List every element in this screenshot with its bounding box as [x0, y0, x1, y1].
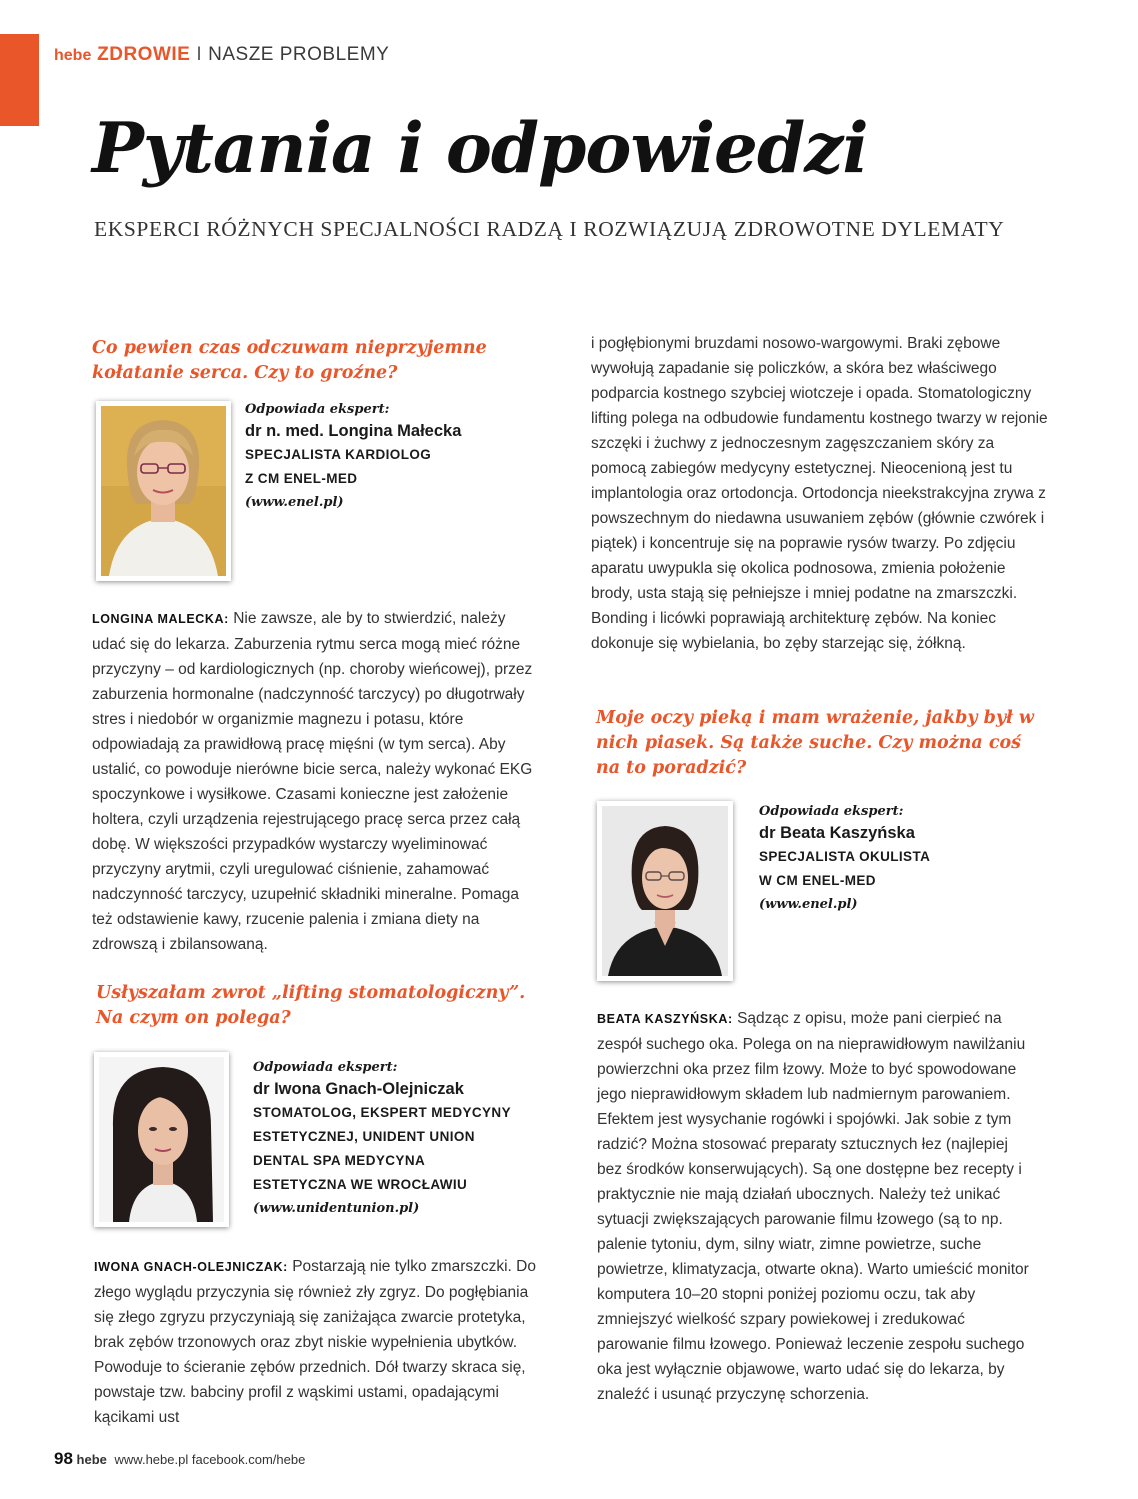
question-3: Moje oczy pieką i mam wrażenie, jakby był w nich piasek. Są także suche. Czy można coś na to poradzić?	[596, 708, 1034, 778]
answer-text: Postarzają nie tylko zmarszczki. Do złego wyglądu przyczynia się również zły zgryz. Do pogłębiania się złego zgryzu przyczyniają się zaniżająca zwarcie protetyka, brak zębów trzonowych oraz zbyt niskie wypełnienia ubytków. Powoduje to ścieranie zębów przednich. Dół twarzy skraca się, powstaje tzw. babciny profil z wąskimi ustami, opadającymi kącikami ust	[94, 1258, 536, 1426]
section-color-tab	[0, 34, 39, 126]
expert-name: dr Iwona Gnach-Olejniczak	[253, 1080, 464, 1098]
answer-1	[92, 606, 542, 957]
answer-lead: IWONA GNACH-OLEJNICZAK:	[94, 1260, 288, 1274]
footer-facebook[interactable]: facebook.com/hebe	[191, 1452, 306, 1467]
answer-2	[94, 1254, 544, 1430]
answer-text: Sądząc z opisu, może pani cierpieć na zespół suchego oka. Polega on na nieprawidłowym nawilżaniu powierzchni oka przez film łzowy. Może to być spowodowane jego nieprawidłowym składem lub nadmiernym parowaniem. Efektem jest wysychanie rogówki i spojówki. Jak sobie z tym radzić? Można stosować preparaty sztucznych łez (najlepiej bez środków konserwujących). Są one dostępne bez recepty i praktycznie nie mają działań ubocznych. Należy też unikać sytuacji zwiększających parowanie filmu łzowego (są to np. palenie tytoniu, dym, silny wiatr, zimne powietrze, suche powietrze, klimatyzacja, otwarte okna). Warto umieścić monitor komputera 10–20 stopni poniżej poziomu oczu, tak aby zmniejszyć wielkość szpary powiekowej i zredukować parowanie filmu łzowego. Ponieważ leczenie zespołu suchego oka jest wyłącznie objawowe, warto udać się do lekarza, by znaleźć i usunąć przyczynę schorzenia.	[597, 1010, 1029, 1403]
expert-website: (www.enel.pl)	[759, 897, 858, 912]
answer-2-continued: i pogłębionymi bruzdami nosowo-wargowymi. Braki zębowe wywołują zapadanie się policzków, a skóra bez właściwego podparcia kostnego szybciej wiotczeje i opada. Stomatologiczny lifting polega na odbudowie fundamentu kostnego twarzy w rejonie szczęki i żuchwy z jednoczesnym zagęszczaniem skóry za pomocą zabiegów medycyny estetycznej. Nieocenioną jest tu implantologia oraz ortodoncja. Ortodoncja nieekstrakcyjna zrywa z powszechnym do niedawna usuwaniem zębów (głównie czwórek i piątek) i koncentruje się na poprawie rysów twarzy. Po zdjęciu aparatu uwypukla się okolica podnosowa, zmienia położenie brody, usta stają się pełniejsze i mniej podatne na zmarszczki. Bonding i licówki poprawiają architekturę zębów. Na koniec dokonuje się wybielania, bo zęby starzejąc się, żółkną.	[591, 335, 1048, 652]
header-subsection: NASZE PROBLEMY	[208, 44, 390, 65]
page-footer	[54, 1449, 305, 1469]
expert-intro: Odpowiada ekspert:	[759, 804, 904, 819]
page-title: Pytania i odpowiedzi	[92, 108, 868, 189]
expert-name: dr n. med. Longina Małecka	[245, 422, 462, 440]
expert-website: (www.enel.pl)	[245, 495, 344, 510]
header-section: ZDROWIE	[97, 44, 191, 65]
answer-text: Nie zawsze, ale by to stwierdzić, należy udać się do lekarza. Zaburzenia rytmu serca mogą mieć różne przyczyny – od kardiologicznych (np. choroby wieńcowej), przez zaburzenia hormonalne (nadczynność tarczycy) po długotrwały stres i niedobór w organizmie magnezu i potasu, które odpowiadają za prawidłową pracę mięśni (w tym serca). Aby ustalić, co powoduje nierówne bicie serca, należy wykonać EKG spoczynkowe i wysiłkowe. Czasami konieczne jest założenie holtera, czyli urządzenia rejestrującego pracę serca przez całą dobę. W większości przypadków wystarczy wyeliminować przyczyny arytmii, czyli uregulować ciśnienie, zahamować nadczynność tarczycy, uzupełnić składniki mineralne. Pomaga też odstawienie kawy, rzucenie palenia i zmiana diety na zdrowszą i zbilansowaną.	[92, 610, 533, 953]
portrait-image	[99, 1057, 224, 1222]
header-separator: I	[196, 44, 203, 65]
answer-lead: BEATA KASZYŃSKA:	[597, 1012, 733, 1026]
expert-role-line: ESTETYCZNEJ, UNIDENT UNION	[253, 1129, 475, 1144]
question-1: Co pewien czas odczuwam nieprzyjemne kołatanie serca. Czy to groźne?	[92, 338, 487, 383]
expert-intro: Odpowiada ekspert:	[245, 402, 390, 417]
answer-3	[597, 1006, 1037, 1407]
expert-photo-1	[96, 401, 231, 581]
expert-intro: Odpowiada ekspert:	[253, 1060, 398, 1075]
expert-role-line: ESTETYCZNA WE WROCŁAWIU	[253, 1177, 468, 1192]
section-header	[54, 44, 389, 66]
expert-info-3	[759, 802, 1059, 917]
header-brand: hebe	[54, 47, 92, 64]
page-subtitle: EKSPERCI RÓŻNYCH SPECJALNOŚCI RADZĄ I ROZWIĄZUJĄ ZDROWOTNE DYLEMATY	[94, 217, 1005, 241]
expert-photo-2	[94, 1052, 229, 1227]
answer-lead: LONGINA MALECKA:	[92, 612, 229, 626]
expert-role-line: STOMATOLOG, EKSPERT MEDYCYNY	[253, 1105, 511, 1120]
page-number: 98	[54, 1449, 73, 1468]
expert-role-line: SPECJALISTA KARDIOLOG	[245, 447, 432, 462]
footer-brand: hebe	[76, 1452, 107, 1467]
portrait-image	[602, 806, 728, 976]
expert-role-line: W CM ENEL-MED	[759, 873, 876, 888]
expert-website: (www.unidentunion.pl)	[253, 1201, 420, 1216]
expert-info-2	[253, 1058, 553, 1221]
portrait-image	[101, 406, 226, 576]
footer-website[interactable]: www.hebe.pl	[114, 1452, 189, 1467]
question-2: Usłyszałam zwrot „lifting stomatologiczny”. Na czym on polega?	[96, 983, 526, 1028]
expert-info-1	[245, 400, 545, 515]
expert-role-line: SPECJALISTA OKULISTA	[759, 849, 931, 864]
expert-name: dr Beata Kaszyńska	[759, 824, 915, 842]
expert-role-line: Z CM ENEL-MED	[245, 471, 358, 486]
expert-photo-3	[597, 801, 733, 981]
expert-role-line: DENTAL SPA MEDYCYNA	[253, 1153, 426, 1168]
